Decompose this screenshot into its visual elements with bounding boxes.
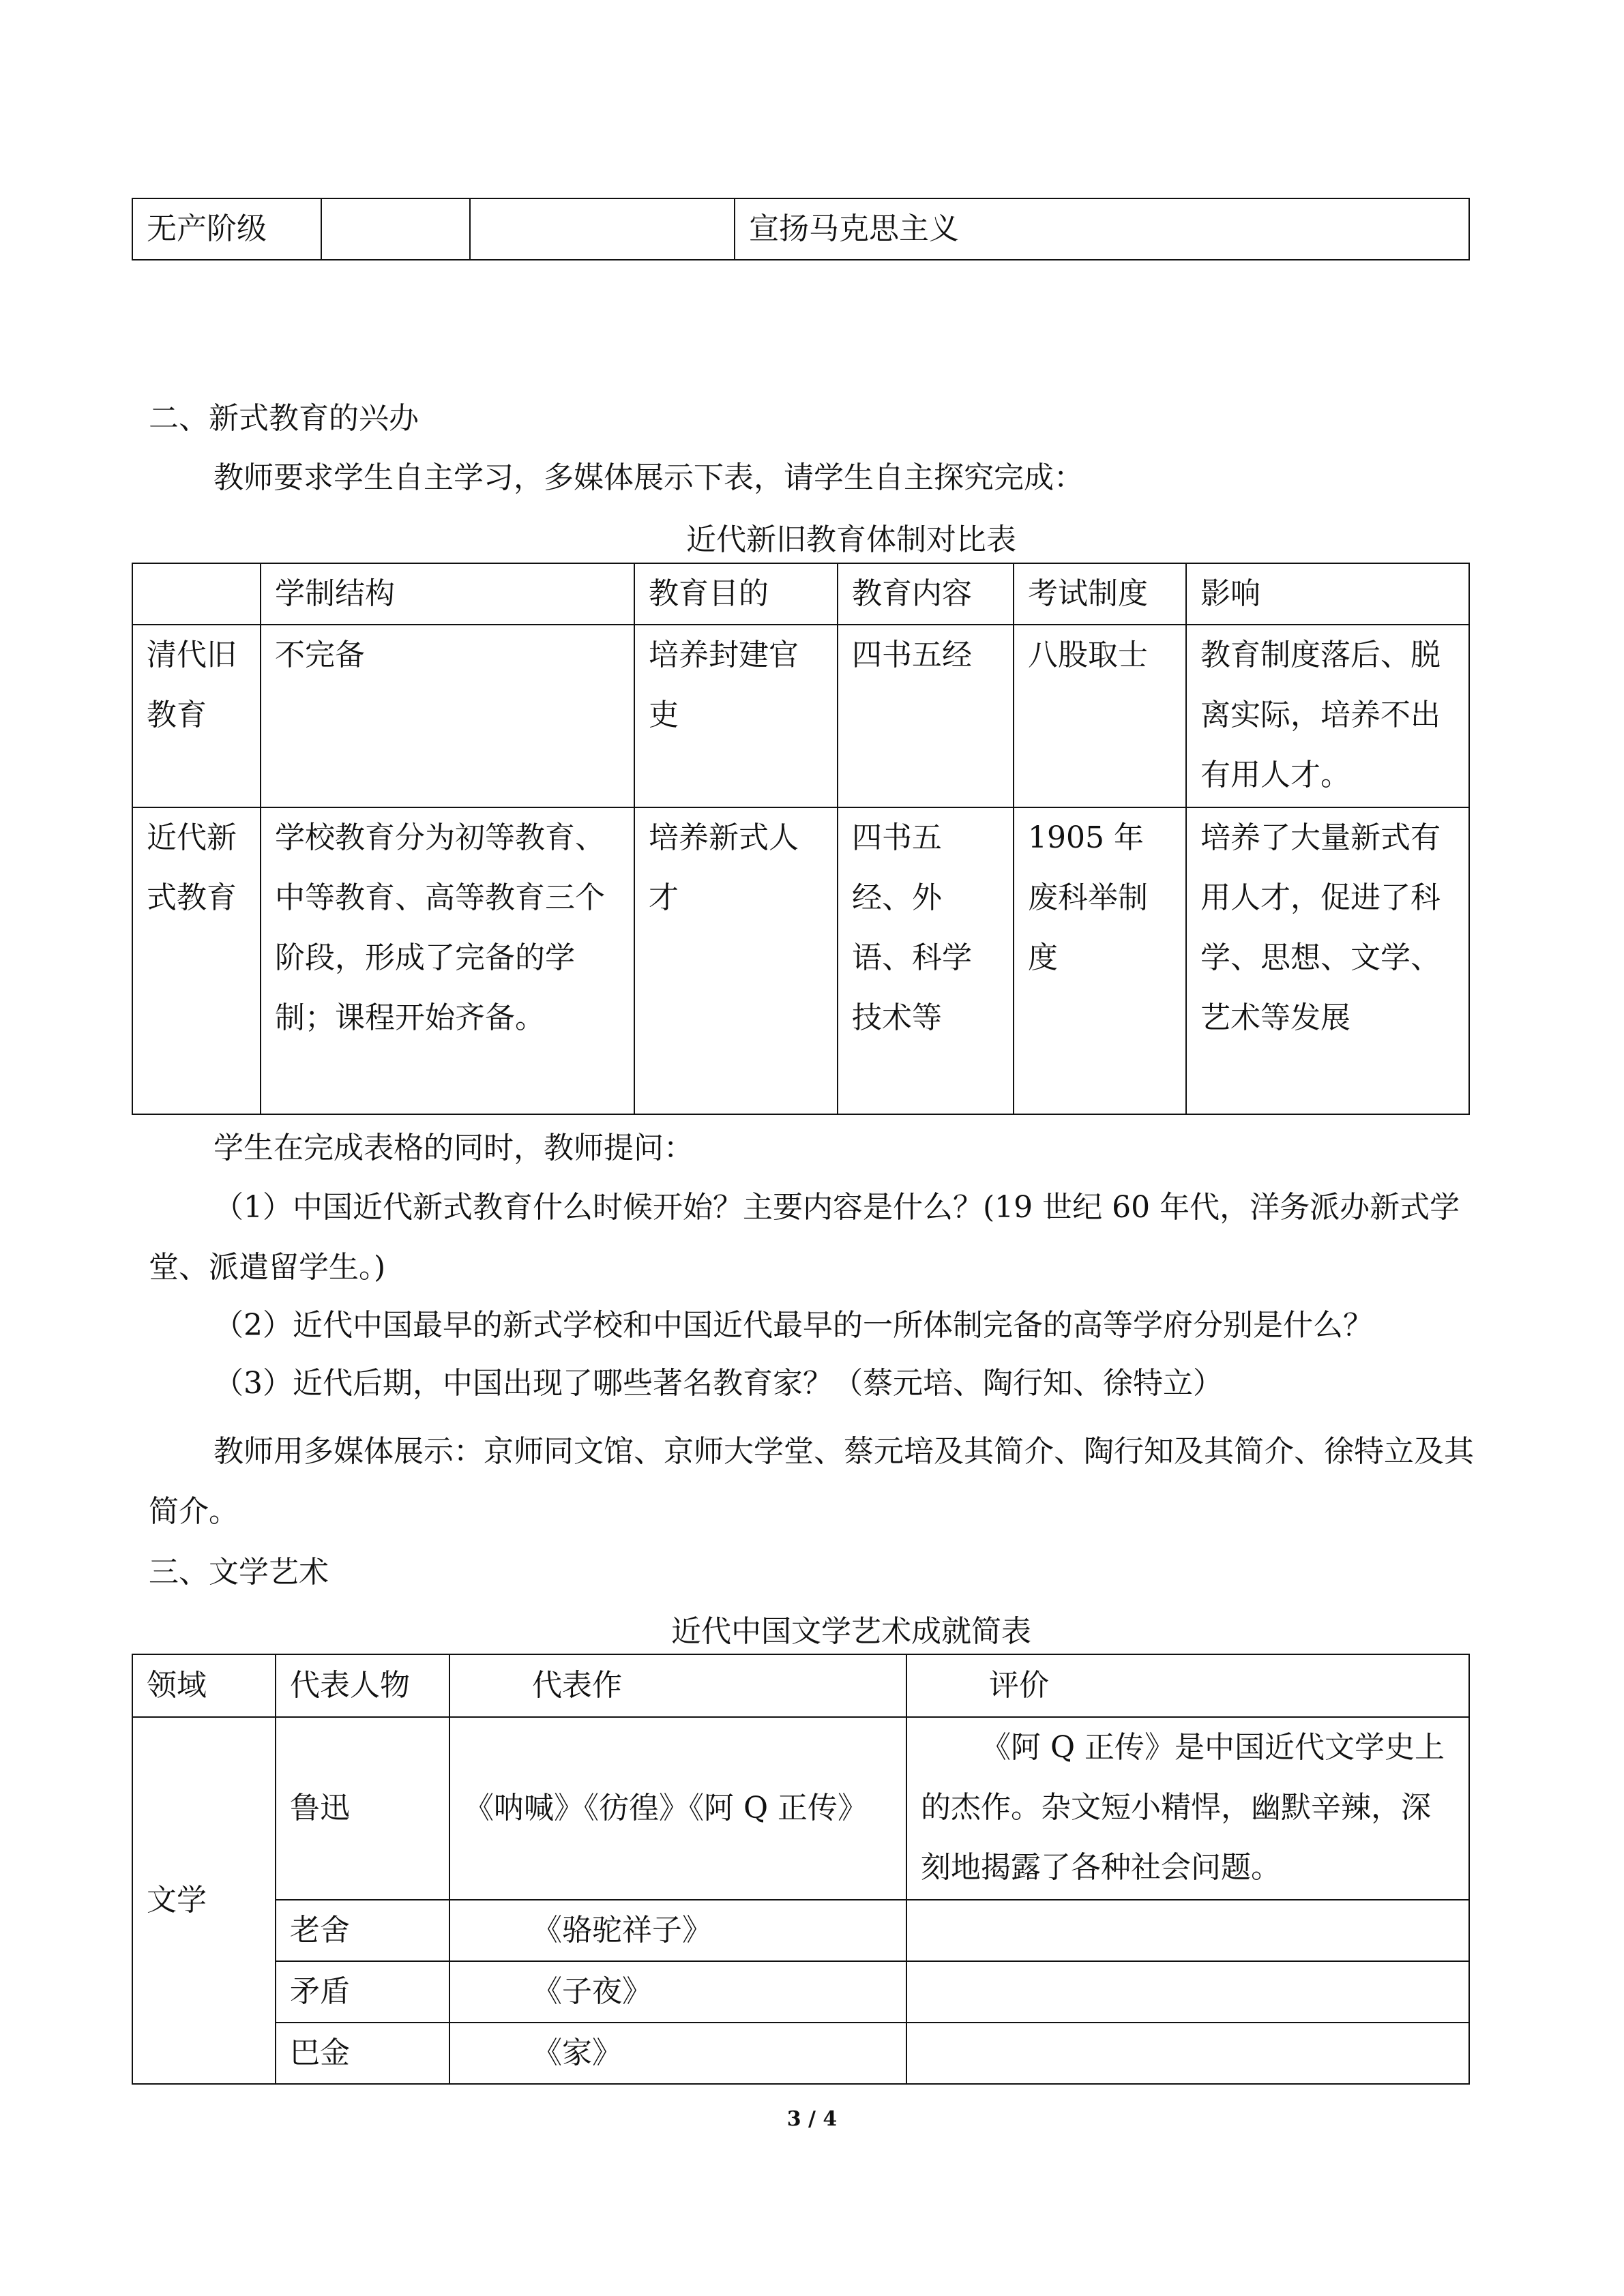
table-header: 教育内容: [838, 563, 1014, 625]
table-cell: 培养封建官吏: [634, 625, 838, 807]
table-cell: 1905 年废科举制度: [1014, 807, 1186, 1114]
table-cell: 巴金: [276, 2023, 449, 2084]
table-title: 近代中国文学艺术成就简表: [671, 1614, 1031, 1649]
section-heading: 三、文学艺术: [149, 1555, 329, 1590]
table-cell: 《呐喊》《彷徨》《阿 Q 正传》: [449, 1717, 906, 1900]
education-comparison-table: [132, 563, 1470, 1115]
table-header: 评价: [906, 1654, 1469, 1717]
table-cell: 培养新式人才: [634, 807, 838, 1114]
table-cell: 不完备: [261, 625, 634, 807]
table-cell: 教育制度落后、脱离实际，培养不出有用人才。: [1186, 625, 1469, 807]
table-cell: 老舍: [276, 1900, 449, 1961]
table-header-row: [132, 563, 1469, 625]
table-cell: 清代旧教育: [132, 625, 261, 807]
table-cell-field: 文学: [132, 1717, 276, 2084]
table-row: [132, 1900, 1469, 1961]
table-row: [132, 1961, 1469, 2023]
table-header: [132, 563, 261, 625]
paragraph: 学生在完成表格的同时，教师提问：: [213, 1131, 694, 1165]
table-row: [132, 625, 1469, 807]
page-number: 3 / 4: [786, 2107, 838, 2131]
table-cell: 培养了大量新式有用人才，促进了科学、思想、文学、艺术等发展: [1186, 807, 1469, 1114]
table-cell: 无产阶级: [132, 198, 321, 260]
table-header: 影响: [1186, 563, 1469, 625]
table-cell: 矛盾: [276, 1961, 449, 2023]
table-cell: 《子夜》: [449, 1961, 906, 2023]
table-title: 近代新旧教育体制对比表: [686, 522, 1016, 557]
table-cell: 八股取士: [1014, 625, 1186, 807]
table-row: [132, 807, 1469, 1114]
table-header: 学制结构: [261, 563, 634, 625]
table-cell: 鲁迅: [276, 1717, 449, 1900]
table-cell: [906, 2023, 1469, 2084]
paragraph: 教师用多媒体展示：京师同文馆、京师大学堂、蔡元培及其简介、陶行知及其简介、徐特立及其简介。: [149, 1434, 1474, 1529]
table-row: [132, 1717, 1469, 1900]
question-2: （2）近代中国最早的新式学校和中国近代最早的一所体制完备的高等学府分别是什么？: [213, 1308, 1373, 1343]
table-cell: [906, 1961, 1469, 2023]
table-header: 代表人物: [276, 1654, 449, 1717]
table-row: [132, 198, 1469, 260]
table-cell: 近代新式教育: [132, 807, 261, 1114]
table-cell: 《阿 Q 正传》是中国近代文学史上的杰作。杂文短小精悍，幽默辛辣，深刻地揭露了各种社会问题。: [906, 1717, 1469, 1900]
table-header-row: [132, 1654, 1469, 1717]
table-header: 考试制度: [1014, 563, 1186, 625]
table-row: [132, 2023, 1469, 2084]
table-header: 领域: [132, 1654, 276, 1717]
table-cell: 四书五经: [838, 625, 1014, 807]
literature-achievements-table: [132, 1654, 1470, 2085]
class-ideology-table: [132, 198, 1470, 260]
table-cell: 四书五经、外语、科学技术等: [838, 807, 1014, 1114]
table-cell: 学校教育分为初等教育、中等教育、高等教育三个阶段，形成了完备的学制；课程开始齐备。: [261, 807, 634, 1114]
table-cell: 《家》: [449, 2023, 906, 2084]
section-heading: 二、新式教育的兴办: [149, 401, 419, 436]
paragraph: 教师要求学生自主学习，多媒体展示下表，请学生自主探究完成：: [213, 460, 1084, 495]
table-header: 代表作: [449, 1654, 906, 1717]
table-header: 教育目的: [634, 563, 838, 625]
table-cell: [470, 198, 735, 260]
question-3: （3）近代后期，中国出现了哪些著名教育家？（蔡元培、陶行知、徐特立）: [213, 1366, 1223, 1401]
table-cell: 《骆驼祥子》: [449, 1900, 906, 1961]
table-cell: [906, 1900, 1469, 1961]
table-cell: [321, 198, 470, 260]
question-1: （1）中国近代新式教育什么时候开始？主要内容是什么？(19 世纪 60 年代，洋务派办新式学堂、派遣留学生。): [149, 1190, 1460, 1285]
table-cell: 宣扬马克思主义: [735, 198, 1469, 260]
